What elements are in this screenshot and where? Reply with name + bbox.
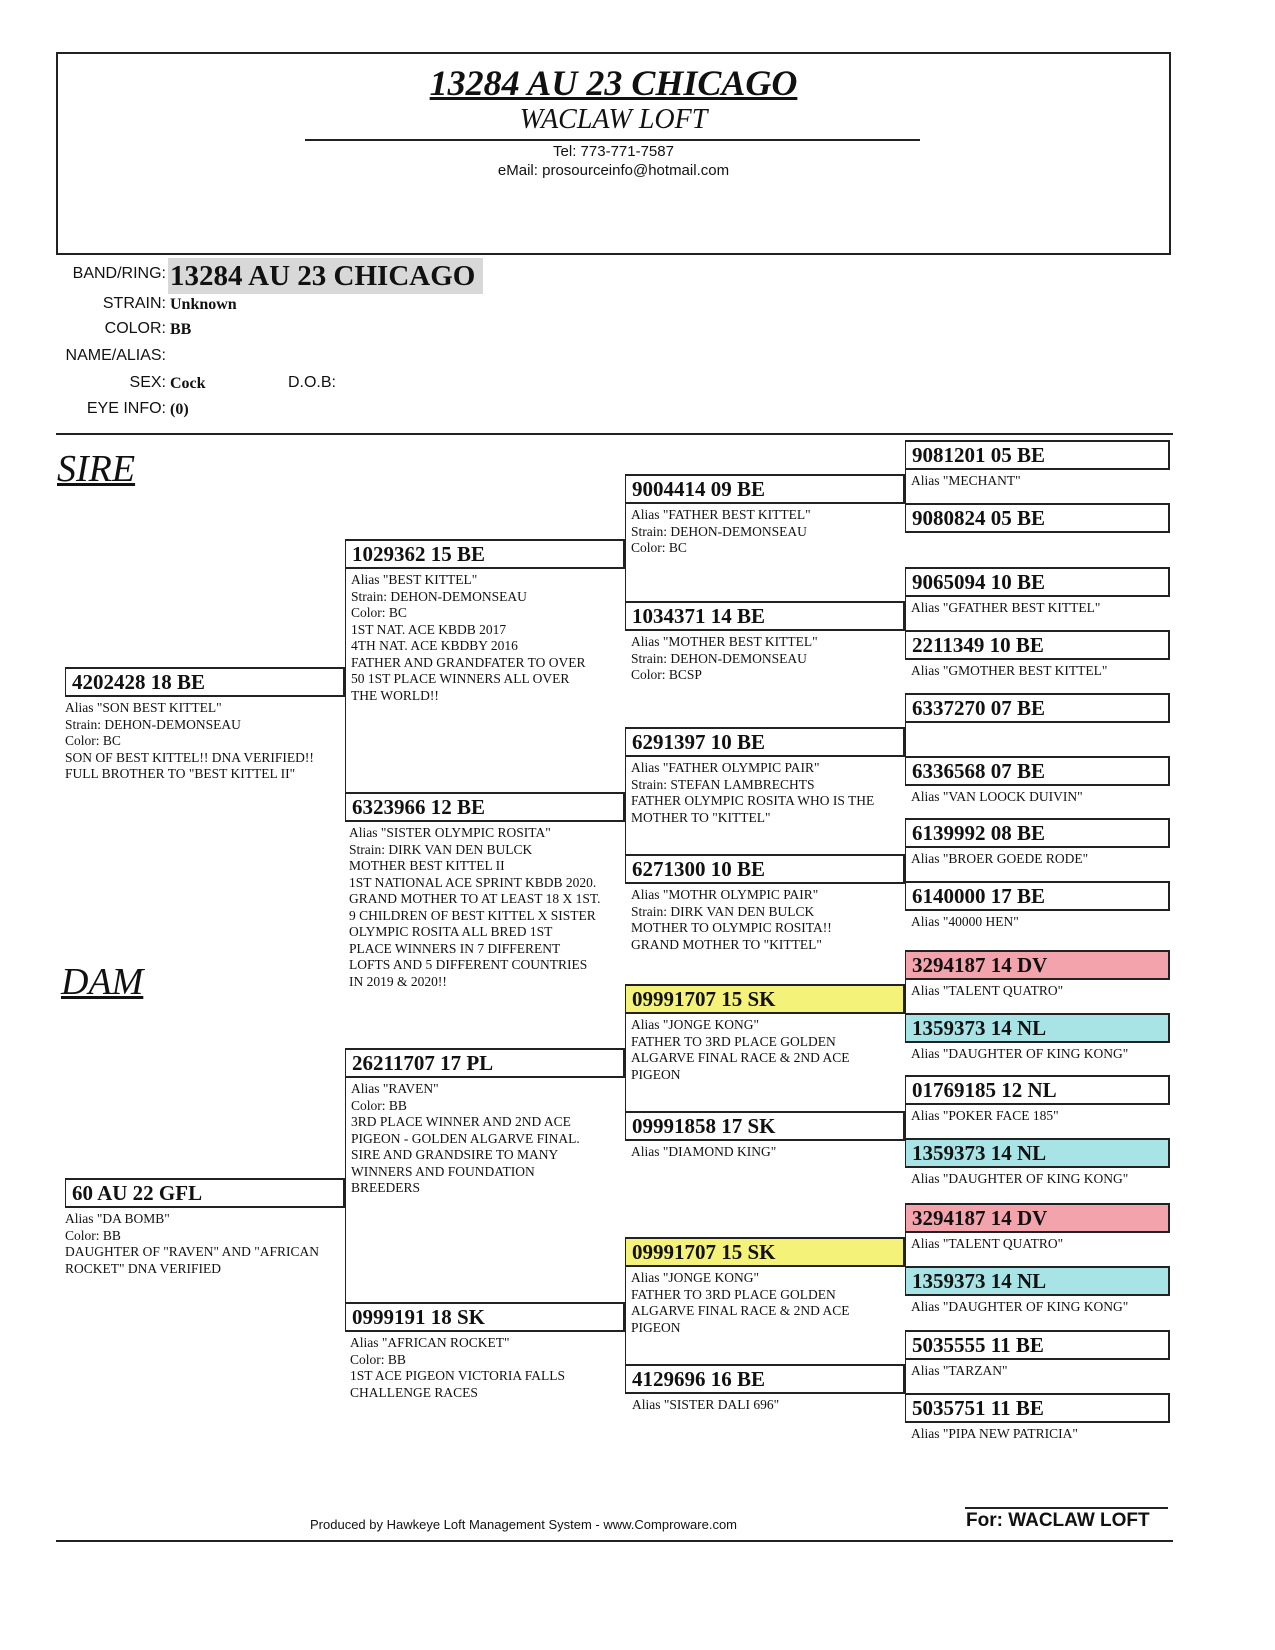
pedigree-box-gen4: 1359373 14 NL: [905, 1138, 1170, 1168]
strain-label: STRAIN:: [102, 295, 166, 312]
detail-line: Alias "SISTER OLYMPIC ROSITA": [349, 825, 551, 840]
detail-line: Color: BCSP: [631, 667, 702, 682]
detail-line: Strain: DEHON-DEMONSEAU: [631, 650, 807, 666]
pedigree-alias-gen4: Alias "DAUGHTER OF KING KONG": [911, 1171, 1129, 1186]
pedigree-box-gen4: 1359373 14 NL: [905, 1266, 1170, 1296]
detail-line: FATHER OLYMPIC ROSITA WHO IS THE: [631, 793, 875, 808]
pedigree-alias-gen4: Alias "VAN LOOCK DUIVIN": [911, 789, 1083, 804]
detail-line: PIGEON: [631, 1319, 681, 1335]
pedigree-details-gen2: [351, 572, 586, 704]
pedigree-alias-gen4: Alias "MECHANT": [911, 473, 1021, 488]
sire-strain: Strain: DEHON-DEMONSEAU: [65, 716, 241, 732]
detail-line: OLYMPIC ROSITA ALL BRED 1ST: [349, 924, 553, 939]
pedigree-alias-gen4: Alias "POKER FACE 185": [911, 1108, 1059, 1123]
pedigree-box-gen4: 5035555 11 BE: [905, 1330, 1170, 1360]
pedigree-details-gen3: [631, 507, 811, 557]
detail-line: Color: BC: [351, 605, 407, 620]
pedigree-details-gen3: [631, 760, 874, 826]
section-divider: [56, 433, 1173, 435]
detail-line: 1ST NAT. ACE KBDB 2017: [351, 621, 507, 637]
band-label: BAND/RING:: [72, 265, 166, 282]
pedigree-box-gen4: 3294187 14 DV: [905, 950, 1170, 980]
sire-details: [65, 700, 314, 783]
detail-line: WINNERS AND FOUNDATION: [351, 1163, 535, 1179]
dam-section-label: DAM: [61, 961, 144, 1003]
pedigree-details-gen3: [631, 1270, 850, 1336]
sex-value: Cock: [170, 375, 206, 392]
pedigree-box-gen4: 6337270 07 BE: [905, 693, 1170, 723]
pedigree-alias-gen4: Alias "40000 HEN": [911, 914, 1019, 929]
header-divider: [305, 139, 920, 141]
detail-line: Strain: DEHON-DEMONSEAU: [631, 523, 807, 539]
pedigree-box-gen4: 6336568 07 BE: [905, 756, 1170, 786]
detail-line: CHALLENGE RACES: [350, 1384, 478, 1400]
pedigree-alias-gen4: Alias "DAUGHTER OF KING KONG": [911, 1299, 1129, 1314]
page-title: 13284 AU 23 CHICAGO: [429, 63, 798, 103]
dob-label: D.O.B:: [287, 374, 336, 391]
detail-line: GRAND MOTHER TO AT LEAST 18 X 1ST.: [349, 891, 601, 906]
detail-line: THE WORLD!!: [351, 687, 439, 703]
detail-line: 9 CHILDREN OF BEST KITTEL X SISTER: [349, 907, 596, 923]
detail-line: Strain: DIRK VAN DEN BULCK: [349, 841, 533, 857]
detail-line: IN 2019 & 2020!!: [349, 973, 447, 989]
pedigree-details-gen3: [631, 887, 832, 953]
connector: [345, 539, 346, 822]
detail-line: Color: BB: [351, 1097, 407, 1113]
detail-line: Alias "JONGE KONG": [631, 1270, 760, 1285]
detail-line: Alias "MOTHR OLYMPIC PAIR": [631, 887, 819, 902]
detail-line: Color: BB: [350, 1351, 406, 1367]
detail-line: FATHER AND GRANDFATER TO OVER: [351, 654, 586, 670]
detail-line: Strain: DEHON-DEMONSEAU: [351, 588, 527, 604]
detail-line: Alias "AFRICAN ROCKET": [350, 1335, 510, 1350]
eye-info-label: EYE INFO:: [86, 400, 166, 417]
pedigree-box-gen4: 1359373 14 NL: [905, 1013, 1170, 1043]
sire-section-label: SIRE: [57, 448, 136, 490]
pedigree-details-gen3: [632, 1397, 779, 1414]
pedigree-box-gen2: 1029362 15 BE: [345, 539, 625, 569]
pedigree-details-gen2: [350, 1335, 565, 1401]
detail-line: MOTHER BEST KITTEL II: [349, 858, 505, 873]
pedigree-alias-gen4: Alias "DAUGHTER OF KING KONG": [911, 1046, 1129, 1061]
band-value: 13284 AU 23 CHICAGO: [168, 258, 483, 294]
sire-note: FULL BROTHER TO "BEST KITTEL II": [65, 766, 296, 781]
detail-line: 4TH NAT. ACE KBDBY 2016: [351, 638, 518, 653]
pedigree-box-gen3: 6271300 10 BE: [625, 854, 905, 884]
strain-value: Unknown: [170, 296, 237, 313]
pedigree-box-gen4: 9065094 10 BE: [905, 567, 1170, 597]
header-box: [56, 52, 1171, 255]
sire-ring-box: 4202428 18 BE: [65, 667, 345, 697]
detail-line: FATHER TO 3RD PLACE GOLDEN: [631, 1286, 836, 1302]
detail-line: Alias "FATHER BEST KITTEL": [631, 507, 811, 522]
dam-ring-box: 60 AU 22 GFL: [65, 1178, 345, 1208]
detail-line: Alias "JONGE KONG": [631, 1017, 760, 1032]
detail-line: 50 1ST PLACE WINNERS ALL OVER: [351, 671, 570, 686]
pedigree-box-gen4: 3294187 14 DV: [905, 1203, 1170, 1233]
pedigree-details-gen3: [631, 634, 818, 684]
detail-line: MOTHER TO OLYMPIC ROSITA!!: [631, 920, 832, 935]
pedigree-box-gen3: 4129696 16 BE: [625, 1364, 905, 1394]
detail-line: SIRE AND GRANDSIRE TO MANY: [351, 1147, 559, 1162]
color-label: COLOR:: [104, 320, 166, 337]
sire-note: SON OF BEST KITTEL!! DNA VERIFIED!!: [65, 749, 314, 765]
detail-line: Strain: STEFAN LAMBRECHTS: [631, 776, 815, 792]
sire-alias: Alias "SON BEST KITTEL": [65, 700, 222, 715]
dam-details: [65, 1211, 319, 1277]
detail-line: MOTHER TO "KITTEL": [631, 809, 771, 825]
detail-line: BREEDERS: [351, 1180, 421, 1195]
produced-by: Produced by Hawkeye Loft Management System - www.Comproware.com: [310, 1517, 738, 1532]
pedigree-box-gen4: 01769185 12 NL: [905, 1075, 1170, 1105]
footer-rule: [56, 1540, 1173, 1542]
connector: [345, 1048, 346, 1302]
dam-note: DAUGHTER OF "RAVEN" AND "AFRICAN: [65, 1244, 320, 1259]
pedigree-alias-gen4: Alias "BROER GOEDE RODE": [911, 851, 1089, 866]
detail-line: PLACE WINNERS IN 7 DIFFERENT: [349, 940, 561, 956]
pedigree-box-gen4: 9081201 05 BE: [905, 440, 1170, 470]
pedigree-details-gen2: [351, 1081, 580, 1197]
pedigree-box-gen3: 09991858 17 SK: [625, 1111, 905, 1141]
detail-line: PIGEON: [631, 1066, 681, 1082]
pedigree-box-gen2: 6323966 12 BE: [345, 792, 625, 822]
detail-line: Alias "FATHER OLYMPIC PAIR": [631, 760, 820, 775]
detail-line: Alias "DIAMOND KING": [631, 1144, 777, 1159]
pedigree-alias-gen4: Alias "GFATHER BEST KITTEL": [911, 600, 1101, 615]
pedigree-alias-gen4: Alias "TALENT QUATRO": [911, 983, 1064, 998]
pedigree-box-gen3: 9004414 09 BE: [625, 474, 905, 504]
pedigree-box-gen4: 6139992 08 BE: [905, 818, 1170, 848]
detail-line: LOFTS AND 5 DIFFERENT COUNTRIES: [349, 957, 588, 972]
pedigree-alias-gen4: Alias "PIPA NEW PATRICIA": [911, 1426, 1078, 1441]
sire-color: Color: BC: [65, 733, 121, 748]
detail-line: Alias "BEST KITTEL": [351, 572, 478, 587]
detail-line: PIGEON - GOLDEN ALGARVE FINAL.: [351, 1130, 580, 1146]
dam-color: Color: BB: [65, 1227, 121, 1243]
signature-line: [965, 1507, 1168, 1509]
pedigree-box-gen4: 9080824 05 BE: [905, 503, 1170, 533]
pedigree-box-gen4: 5035751 11 BE: [905, 1393, 1170, 1423]
detail-line: 1ST NATIONAL ACE SPRINT KBDB 2020.: [349, 874, 597, 890]
detail-line: ALGARVE FINAL RACE & 2ND ACE: [631, 1050, 850, 1065]
pedigree-box-gen2: 0999191 18 SK: [345, 1302, 625, 1332]
loft-name: WACLAW LOFT: [519, 104, 708, 135]
pedigree-box-gen3: 09991707 15 SK: [625, 984, 905, 1014]
detail-line: 3RD PLACE WINNER AND 2ND ACE: [351, 1114, 571, 1129]
pedigree-box-gen3: 1034371 14 BE: [625, 601, 905, 631]
pedigree-box-gen4: 6140000 17 BE: [905, 881, 1170, 911]
dam-alias: Alias "DA BOMB": [65, 1211, 170, 1226]
pedigree-details-gen3: [631, 1144, 776, 1161]
telephone: Tel: 773-771-7587: [553, 143, 674, 160]
detail-line: Alias "MOTHER BEST KITTEL": [631, 634, 818, 649]
pedigree-alias-gen4: Alias "TALENT QUATRO": [911, 1236, 1064, 1251]
pedigree-alias-gen4: Alias "GMOTHER BEST KITTEL": [911, 663, 1108, 678]
pedigree-details-gen3: [631, 1017, 850, 1083]
pedigree-details-gen2: [349, 825, 601, 990]
email: eMail: prosourceinfo@hotmail.com: [497, 162, 730, 179]
pedigree-alias-gen4: Alias "TARZAN": [911, 1363, 1008, 1378]
pedigree-box-gen3: 09991707 15 SK: [625, 1237, 905, 1267]
detail-line: ALGARVE FINAL RACE & 2ND ACE: [631, 1303, 850, 1318]
pedigree-box-gen3: 6291397 10 BE: [625, 727, 905, 757]
detail-line: Alias "SISTER DALI 696": [632, 1397, 780, 1412]
detail-line: FATHER TO 3RD PLACE GOLDEN: [631, 1033, 836, 1049]
dam-note: ROCKET" DNA VERIFIED: [65, 1260, 222, 1276]
pedigree-box-gen4: 2211349 10 BE: [905, 630, 1170, 660]
detail-line: Strain: DIRK VAN DEN BULCK: [631, 903, 815, 919]
color-value: BB: [170, 321, 192, 338]
detail-line: Alias "RAVEN": [351, 1081, 439, 1096]
detail-line: Color: BC: [631, 540, 687, 555]
detail-line: GRAND MOTHER TO "KITTEL": [631, 936, 822, 952]
name-alias-label: NAME/ALIAS:: [65, 347, 166, 364]
eye-info-value: (0): [170, 401, 189, 418]
for-loft: For: WACLAW LOFT: [966, 1510, 1150, 1531]
detail-line: 1ST ACE PIGEON VICTORIA FALLS: [350, 1368, 566, 1383]
pedigree-box-gen2: 26211707 17 PL: [345, 1048, 625, 1078]
sex-label: SEX:: [129, 374, 166, 391]
